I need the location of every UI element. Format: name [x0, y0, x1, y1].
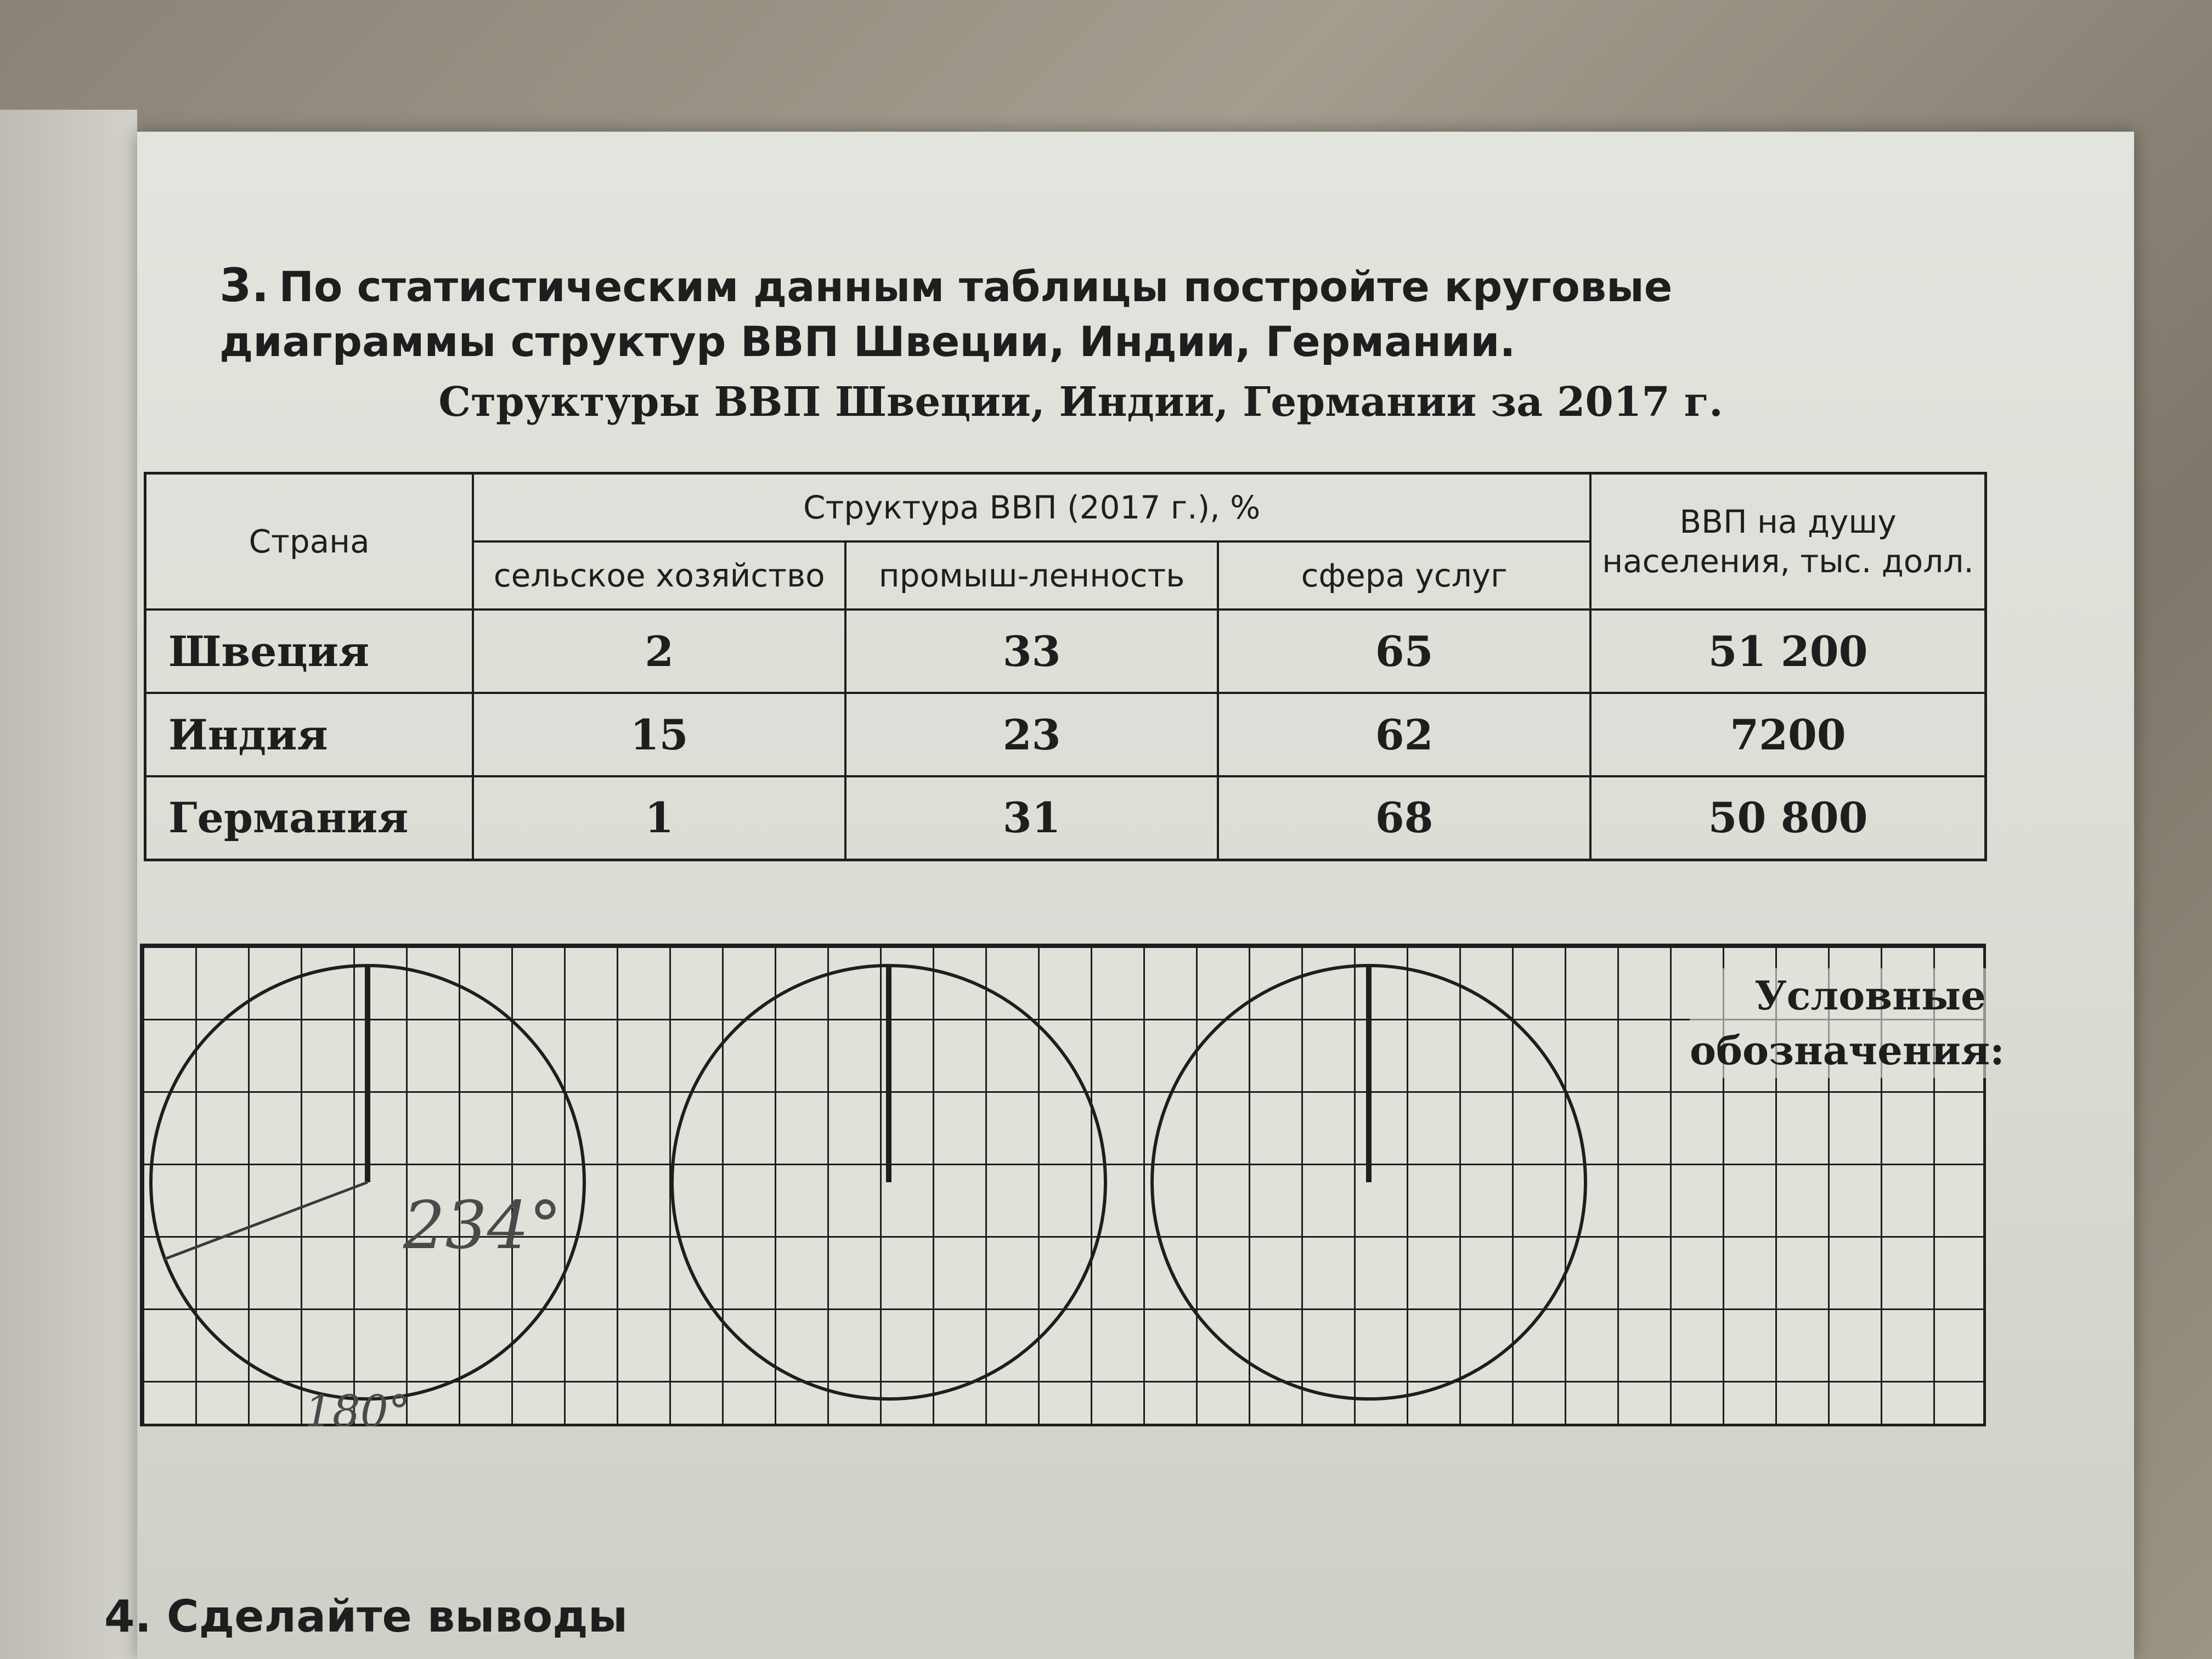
- header-structure: Структура ВВП (2017 г.), %: [473, 473, 1590, 542]
- handwritten-angle-234: 234°: [403, 1188, 562, 1264]
- header-industry: промыш-ленность: [845, 541, 1218, 610]
- industry-cell: 23: [845, 693, 1218, 776]
- previous-page-edge: [0, 110, 137, 1659]
- gdp-per-capita-cell: 51 200: [1590, 610, 1985, 693]
- header-gdp-per-capita: ВВП на душу населения, тыс. долл.: [1590, 473, 1985, 610]
- country-cell: Швеция: [145, 610, 473, 693]
- legend-title: Условные обозначения:: [1690, 968, 1986, 1078]
- task-4-heading: 4. Сделайте выводы: [104, 1591, 628, 1642]
- gdp-structure-table: [144, 472, 1987, 861]
- table-title: Структуры ВВП Швеции, Индии, Германии за 2017 г.: [438, 379, 1723, 426]
- pie-circle-germany: [1152, 966, 1585, 1399]
- header-country: Страна: [145, 473, 473, 610]
- gdp-per-capita-cell: 50 800: [1590, 776, 1985, 860]
- handwritten-angle-180: 180°: [304, 1386, 410, 1426]
- pie-circle-india: [672, 966, 1105, 1399]
- services-cell: 65: [1218, 610, 1590, 693]
- task-3-text: По статистическим данным таблицы постройте круговые диаграммы структур ВВП Швеции, Индии, Германии.: [219, 262, 1673, 366]
- table-header-row: [145, 473, 1986, 542]
- country-cell: Германия: [145, 776, 473, 860]
- header-services: сфера услуг: [1218, 541, 1590, 610]
- agriculture-cell: 15: [473, 693, 845, 776]
- task-3-heading: [219, 258, 1942, 369]
- services-cell: 68: [1218, 776, 1590, 860]
- industry-cell: 31: [845, 776, 1218, 860]
- table-row: [145, 610, 1986, 693]
- pie-circle-sweden: [151, 966, 584, 1399]
- agriculture-cell: 2: [473, 610, 845, 693]
- task-3-number: 3.: [219, 258, 269, 312]
- table-row: [145, 693, 1986, 776]
- gdp-per-capita-cell: 7200: [1590, 693, 1985, 776]
- agriculture-cell: 1: [473, 776, 845, 860]
- services-cell: 62: [1218, 693, 1590, 776]
- table-row: [145, 776, 1986, 860]
- country-cell: Индия: [145, 693, 473, 776]
- header-agriculture: сельское хозяйство: [473, 541, 845, 610]
- industry-cell: 33: [845, 610, 1218, 693]
